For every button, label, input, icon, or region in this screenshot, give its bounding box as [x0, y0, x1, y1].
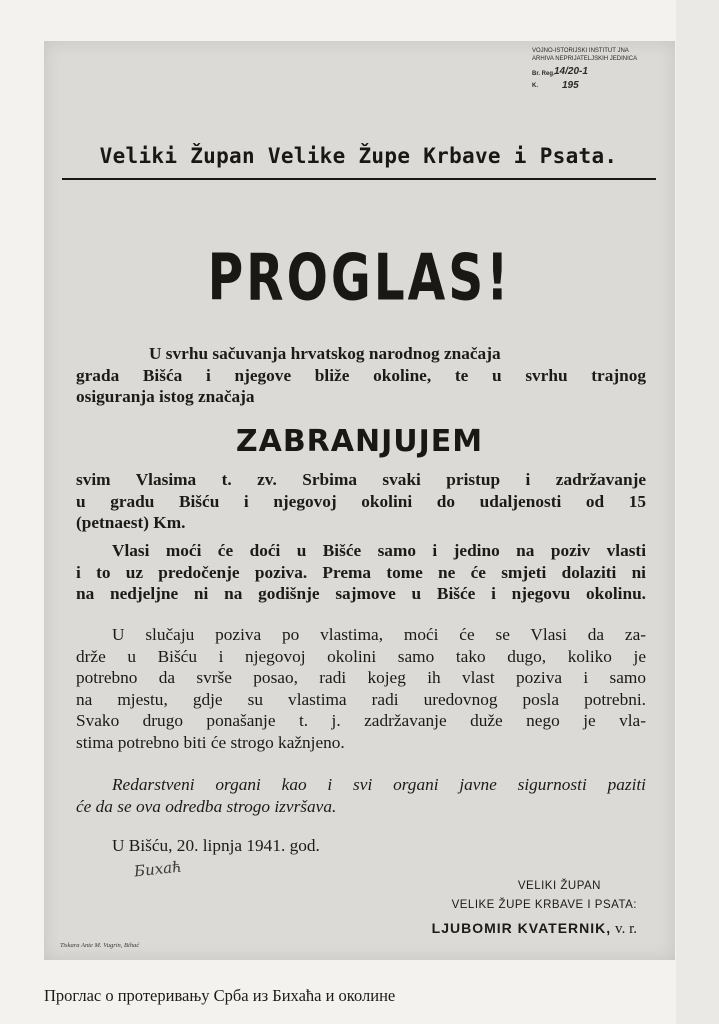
paragraph-line: U slučaju poziva po vlastima, moći će se Vlasi da za- — [112, 625, 646, 644]
paragraph-line: svim Vlasima t. zv. Srbima svaki pristup i zadržavanje — [76, 470, 646, 489]
place-date: U Bišću, 20. lipnja 1941. god. — [112, 836, 320, 855]
stamp-line-2: ARHIVA NEPRIJATELJSKIH JEDINICA — [532, 56, 638, 63]
paragraph-line: Svako drugo ponašanje t. j. zadržavanje duže nego je vla- — [76, 711, 646, 730]
stamp-k-number: 195 — [562, 79, 579, 91]
signature-block — [337, 877, 637, 939]
paragraph-line: (petnaest) Km. — [76, 513, 186, 532]
intro-line: osiguranja istog značaja — [76, 387, 255, 406]
issuer-header: Veliki Župan Velike Župe Krbave i Psata. — [99, 144, 618, 168]
paragraph-line: na mjestu, gdje su vlastima radi uredovnog posla potrebni. — [76, 689, 646, 709]
stamp-line-1: VOJNO-ISTORIJSKI INSTITUT JNA — [532, 48, 629, 54]
figure-caption: Проглас о протеривању Срба из Бихаћа и околине — [44, 986, 396, 1005]
signature-suffix: v. r. — [615, 921, 637, 937]
decree-word: ZABRANJUJEM — [235, 424, 484, 459]
paragraph-line: Redarstveni organi kao i svi organi javne sigurnosti paziti — [112, 775, 646, 794]
proclamation-poster — [44, 41, 675, 960]
paragraph-line: i to uz predočenje poziva. Prema tome ne će smjeti dolaziti ni — [76, 562, 646, 582]
paragraph-2 — [76, 540, 646, 605]
paragraph-line: Vlasi moći će doći u Bišće samo i jedino na poziv vlasti — [112, 541, 646, 560]
paragraph-line: u gradu Bišću i njegovoj okolini do udaljenosti od 15 — [76, 491, 646, 511]
header-underline — [62, 178, 656, 180]
intro-paragraph — [76, 343, 646, 408]
printer-imprint: Tiskara Ante M. Vugrin, Bihać — [60, 942, 140, 949]
handwritten-note: Бихаћ — [133, 857, 183, 881]
intro-line: U svrhu sačuvanja hrvatskog narodnog značaja — [149, 344, 501, 363]
paragraph-3 — [76, 624, 646, 753]
stamp-reg-label: Br. Reg. — [532, 71, 555, 78]
paragraph-line: potrebno da svrše posao, radi kojeg ih vlast poziva i samo — [76, 668, 646, 687]
paragraph-line: na nedjeljne ni na godišnje sajmove u Bišće i njegovu okolinu. — [76, 584, 646, 603]
proclamation-title: PROGLAS! — [207, 240, 512, 315]
paragraph-line: drže u Bišću i njegovoj okolini samo tako dugo, koliko je — [76, 646, 646, 666]
signatory-name: LJUBOMIR KVATERNIK, — [431, 920, 612, 936]
signature-name-line — [337, 919, 637, 939]
paragraph-line: stima potrebno biti će strogo kažnjeno. — [76, 732, 345, 752]
stamp-reg-number: 14/20-1 — [554, 66, 588, 78]
paragraph-4 — [76, 774, 646, 817]
intro-line: grada Bišća i njegove bliže okoline, te u svrhu trajnog — [76, 365, 646, 385]
paragraph-1 — [76, 469, 646, 534]
signature-title-2: VELIKE ŽUPE KRBAVE I PSATA: — [451, 899, 637, 911]
stamp-k-label: K. — [532, 82, 538, 89]
archive-stamp — [532, 47, 667, 99]
page-edge — [676, 0, 719, 1024]
signature-title-1: VELIKI ŽUPAN — [517, 880, 601, 892]
paragraph-line: će da se ova odredba strogo izvršava. — [76, 796, 337, 816]
